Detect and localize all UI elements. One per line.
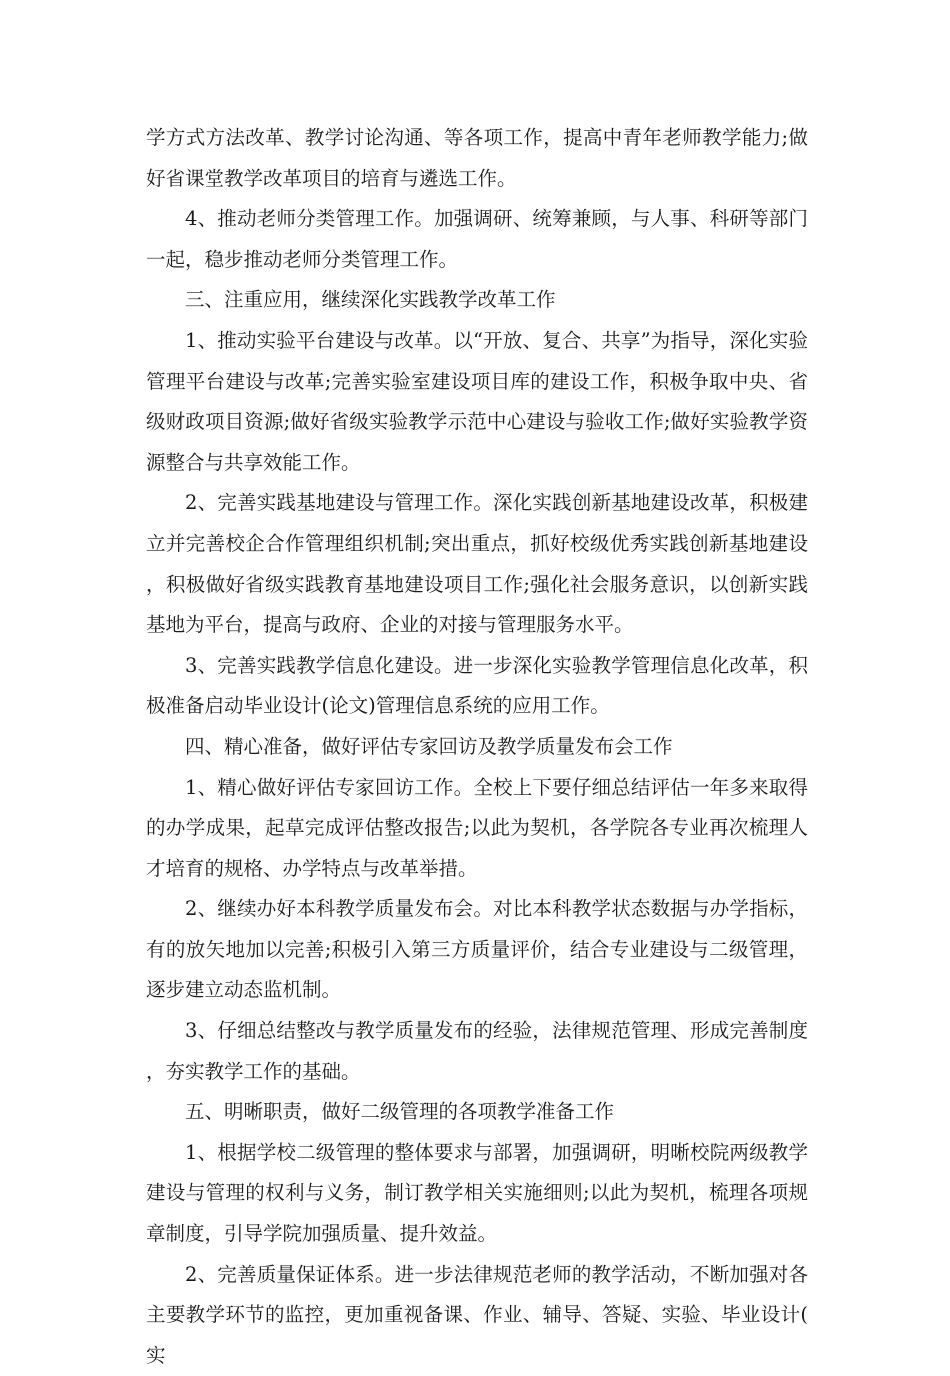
paragraph-10: 3、仔细总结整改与教学质量发布的经验，法律规范管理、形成完善制度，夯实教学工作的基础。 [146, 1019, 808, 1083]
paragraph-2: 4、推动老师分类管理工作。加强调研、统筹兼顾，与人事、科研等部门一起，稳步推动老师分类管理工作。 [146, 207, 808, 271]
paragraph-9: 2、继续办好本科教学质量发布会。对比本科教学状态数据与办学指标，有的放矢地加以完善;积极引入第三方质量评价，结合专业建设与二级管理，逐步建立动态监机制。 [146, 897, 808, 1002]
document-body [146, 118, 808, 1376]
paragraph-4: 1、推动实验平台建设与改革。以“开放、复合、共享”为指导，深化实验管理平台建设与改革;完善实验室建设项目库的建设工作，积极争取中央、省级财政项目资源;做好省级实验教学示范中心建设与验收工作;做好实验教学资源整合与共享效能工作。 [146, 328, 808, 474]
section-heading-4: 四、精心准备，做好评估专家回访及教学质量发布会工作 [185, 734, 673, 758]
paragraph-1: 学方式方法改革、教学讨论沟通、等各项工作，提高中青年老师教学能力;做好省课堂教学改革项目的培育与遴选工作。 [146, 126, 808, 190]
section-heading-5: 五、明晰职责，做好二级管理的各项教学准备工作 [185, 1100, 615, 1124]
paragraph-8: 1、精心做好评估专家回访工作。全校上下要仔细总结评估一年多来取得的办学成果，起草完成评估整改报告;以此为契机，各学院各专业再次梳理人才培育的规格、办学特点与改革举措。 [146, 775, 808, 880]
paragraph-12: 1、根据学校二级管理的整体要求与部署，加强调研，明晰校院两级教学建设与管理的权利与义务，制订教学相关实施细则;以此为契机，梳理各项规章制度，引导学院加强质量、提升效益。 [146, 1140, 808, 1246]
paragraph-5: 2、完善实践基地建设与管理工作。深化实践创新基地建设改革，积极建立并完善校企合作管理组织机制;突出重点，抓好校级优秀实践创新基地建设，积极做好省级实践教育基地建设项目工作;强化社会服务意识，以创新实践基地为平台，提高与政府、企业的对接与管理服务水平。 [146, 491, 808, 637]
paragraph-13: 2、完善质量保证体系。进一步法律规范老师的教学活动，不断加强对各主要教学环节的监控，更加重视备课、作业、辅导、答疑、实验、毕业设计(实 [146, 1262, 808, 1367]
paragraph-6: 3、完善实践教学信息化建设。进一步深化实验教学管理信息化改革，积极准备启动毕业设计(论文)管理信息系统的应用工作。 [146, 653, 808, 718]
section-heading-3: 三、注重应用，继续深化实践教学改革工作 [185, 288, 556, 312]
